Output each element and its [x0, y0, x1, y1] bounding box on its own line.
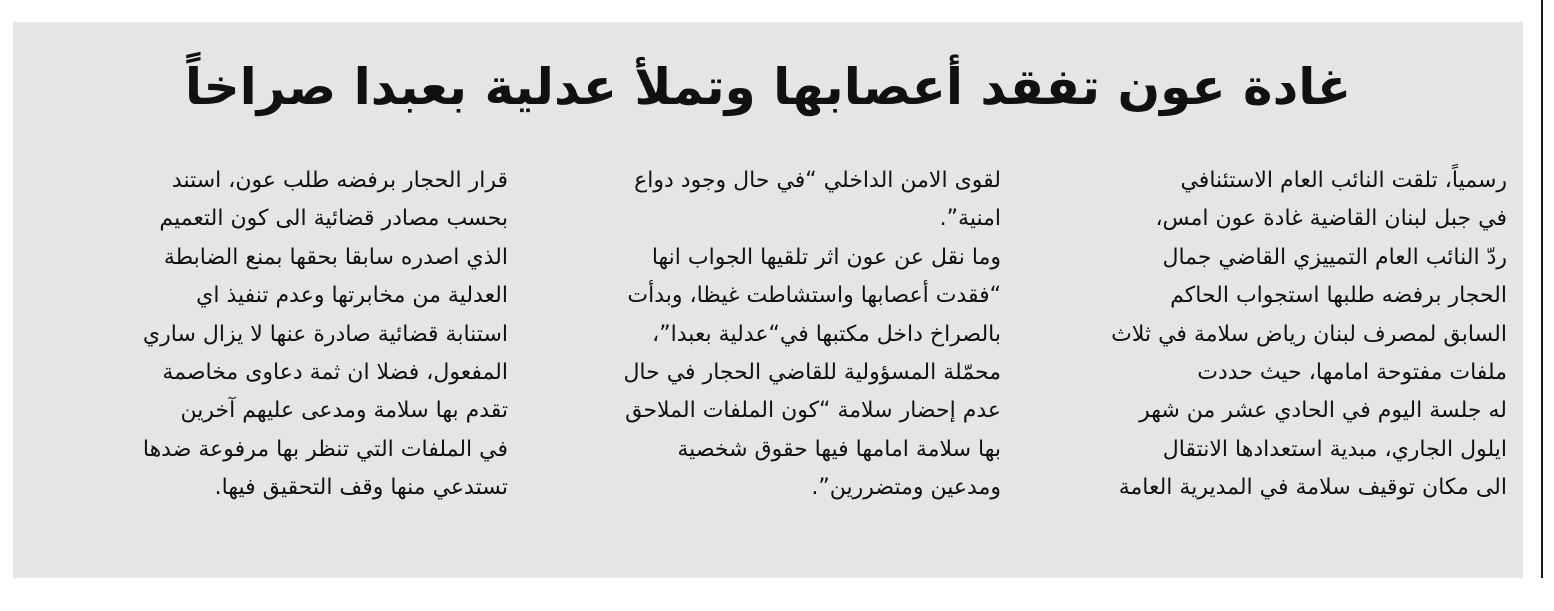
article-column-2 — [533, 162, 1001, 508]
headline: غادة عون تفقد أعصابها وتملأ عدلية بعبدا صراخاً — [184, 58, 1352, 116]
text-line: الى مكان توقيف سلامة في المديرية العامة — [1118, 475, 1507, 501]
text-line: المفعول، فضلا ان ثمة دعاوى مخاصمة — [162, 359, 508, 385]
text-line: بحسب مصادر قضائية الى كون التعميم — [159, 206, 508, 232]
text-line: ايلول الجاري، مبدية استعدادها الانتقال — [1162, 436, 1507, 462]
text-line: في الملفات التي تنظر بها مرفوعة ضدها — [142, 436, 508, 462]
text-line: تستدعي منها وقف التحقيق فيها. — [214, 475, 508, 501]
text-line: الحجار برفضه طلبها استجواب الحاكم — [1170, 283, 1507, 309]
column-rule — [1541, 0, 1543, 578]
text-line: امنية”. — [939, 206, 1001, 232]
text-line: له جلسة اليوم في الحادي عشر من شهر — [1139, 398, 1507, 424]
text-line: استنابة قضائية صادرة عنها لا يزال ساري — [142, 321, 508, 347]
article-column-3 — [40, 162, 508, 508]
article-column-1 — [1039, 162, 1507, 508]
text-line: العدلية من مخابرتها وعدم تنفيذ اي — [196, 283, 508, 309]
text-line: محمّلة المسؤولية للقاضي الحجار في حال — [623, 359, 1001, 385]
text-line: رسمياً، تلقت النائب العام الاستئنافي — [1180, 168, 1507, 193]
text-line: تقدم بها سلامة ومدعى عليهم آخرين — [180, 398, 508, 424]
text-line: ومدعين ومتضررين”. — [811, 475, 1001, 501]
text-line: وما نقل عن عون اثر تلقيها الجواب انها — [651, 244, 1001, 270]
article-box — [13, 22, 1523, 578]
text-line: في جبل لبنان القاضية غادة عون امس، — [1155, 206, 1507, 232]
text-line: بالصراخ داخل مكتبها في“عدلية بعبدا”، — [652, 321, 1001, 347]
text-line: السابق لمصرف لبنان رياض سلامة في ثلاث — [1111, 321, 1507, 347]
text-line: ملفات مفتوحة امامها، حيث حددت — [1197, 359, 1507, 385]
text-line: لقوى الامن الداخلي “في حال وجود دواع — [634, 168, 1001, 193]
text-line: بها سلامة امامها فيها حقوق شخصية — [677, 436, 1001, 462]
text-line: ردّ النائب العام التمييزي القاضي جمال — [1162, 244, 1507, 270]
text-line: عدم إحضار سلامة “كون الملفات الملاحق — [625, 398, 1001, 424]
text-line: الذي اصدره سابقا بحقها بمنع الضابطة — [163, 244, 508, 270]
text-line: قرار الحجار برفضه طلب عون، استند — [171, 168, 508, 193]
text-line: “فقدت أعصابها واستشاطت غيظا، وبدأت — [627, 283, 1001, 309]
